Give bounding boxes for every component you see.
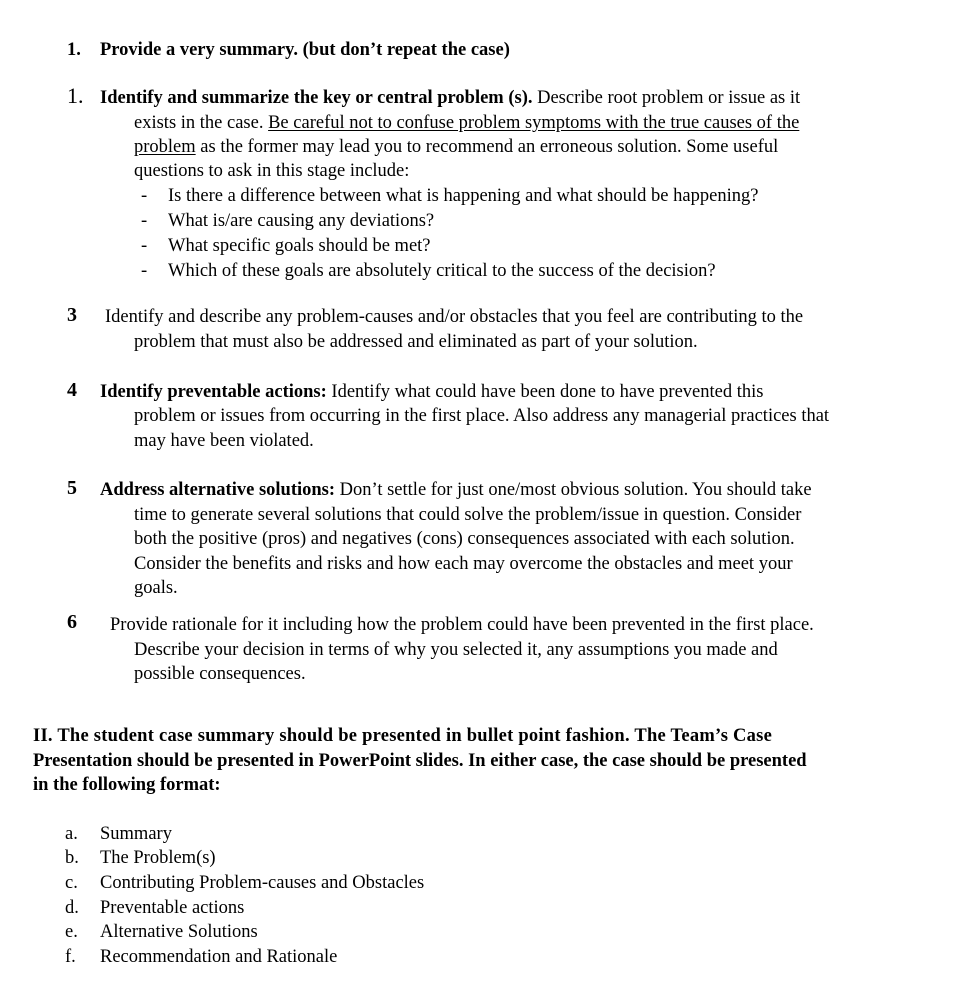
item3-number: 3	[67, 304, 77, 326]
item5-line1	[100, 478, 812, 503]
item5-number: 5	[67, 477, 77, 499]
item6-line1: Provide rationale for it including how the problem could have been prevented in the first place.	[110, 615, 814, 635]
item4-line1-rest: Identify what could have been done to have prevented this	[326, 382, 764, 402]
item1-number: 1.	[67, 83, 84, 108]
section2-line1: II. The student case summary should be presented in bullet point fashion. The Team’s Case	[33, 726, 773, 746]
list-marker: e.	[65, 922, 78, 942]
bullet-item: What specific goals should be met?	[168, 236, 431, 256]
item1-line4: questions to ask in this stage include:	[134, 161, 410, 181]
section2-line3: in the following format:	[33, 775, 221, 795]
bullet-marker: -	[141, 211, 148, 231]
item0-number: 1.	[67, 40, 81, 60]
item5-line3: both the positive (pros) and negatives (cons) consequences associated with each solution.	[134, 529, 795, 549]
item0-text: Provide a very summary. (but don’t repeat the case)	[100, 40, 510, 60]
list-marker: a.	[65, 824, 78, 844]
bullet-item: Is there a difference between what is happening and what should be happening?	[168, 186, 759, 206]
list-marker: b.	[65, 848, 79, 868]
item1-line1	[100, 86, 800, 111]
item1-line3-rest: as the former may lead you to recommend an erroneous solution. Some useful	[195, 137, 779, 157]
list-item: Preventable actions	[100, 898, 245, 918]
item4-line2: problem or issues from occurring in the first place. Also address any managerial practices that	[134, 406, 830, 426]
item1-line3	[134, 135, 778, 160]
item5-line5: goals.	[134, 578, 178, 598]
item6-line2: Describe your decision in terms of why you selected it, any assumptions you made and	[134, 640, 778, 660]
item1-line2-pre: exists in the case.	[134, 113, 269, 133]
bullet-marker: -	[141, 186, 148, 206]
bullet-marker: -	[141, 261, 148, 281]
item1-line3-underlined: problem	[134, 137, 196, 157]
section2-heading	[33, 724, 916, 798]
list-marker: f.	[65, 947, 76, 967]
item5-title: Address alternative solutions:	[100, 480, 336, 500]
item1-line1-rest: Describe root problem or issue as it	[532, 88, 801, 108]
item4-line1	[100, 380, 763, 405]
item3-line2: problem that must also be addressed and eliminated as part of your solution.	[134, 332, 698, 352]
section2-line2: Presentation should be presented in PowerPoint slides. In either case, the case should be presented	[33, 750, 807, 771]
list-item: Recommendation and Rationale	[100, 947, 338, 967]
item1-line2	[134, 111, 799, 136]
list-item: Contributing Problem-causes and Obstacles	[100, 873, 425, 893]
list-item: The Problem(s)	[100, 848, 216, 868]
item1-line2-underlined: Be careful not to confuse problem symptoms with the true causes of the	[268, 113, 800, 133]
item6-number: 6	[67, 611, 77, 633]
item6-line3: possible consequences.	[134, 664, 306, 684]
list-item: Summary	[100, 824, 172, 844]
list-marker: d.	[65, 898, 79, 918]
list-marker: c.	[65, 873, 78, 893]
item5-line1-rest: Don’t settle for just one/most obvious solution. You should take	[335, 480, 812, 500]
list-item: Alternative Solutions	[100, 922, 258, 942]
item5-line4: Consider the benefits and risks and how each may overcome the obstacles and meet your	[134, 554, 793, 574]
bullet-marker: -	[141, 236, 148, 256]
item1-title: Identify and summarize the key or central problem (s).	[100, 88, 533, 108]
item3-line1: Identify and describe any problem-causes and/or obstacles that you feel are contributing to the	[105, 307, 804, 327]
bullet-item: Which of these goals are absolutely critical to the success of the decision?	[168, 261, 716, 281]
item5-line2: time to generate several solutions that could solve the problem/issue in question. Consider	[134, 505, 802, 525]
item4-line3: may have been violated.	[134, 431, 314, 451]
item4-number: 4	[67, 379, 77, 401]
bullet-item: What is/are causing any deviations?	[168, 211, 435, 231]
item4-title: Identify preventable actions:	[100, 382, 327, 402]
